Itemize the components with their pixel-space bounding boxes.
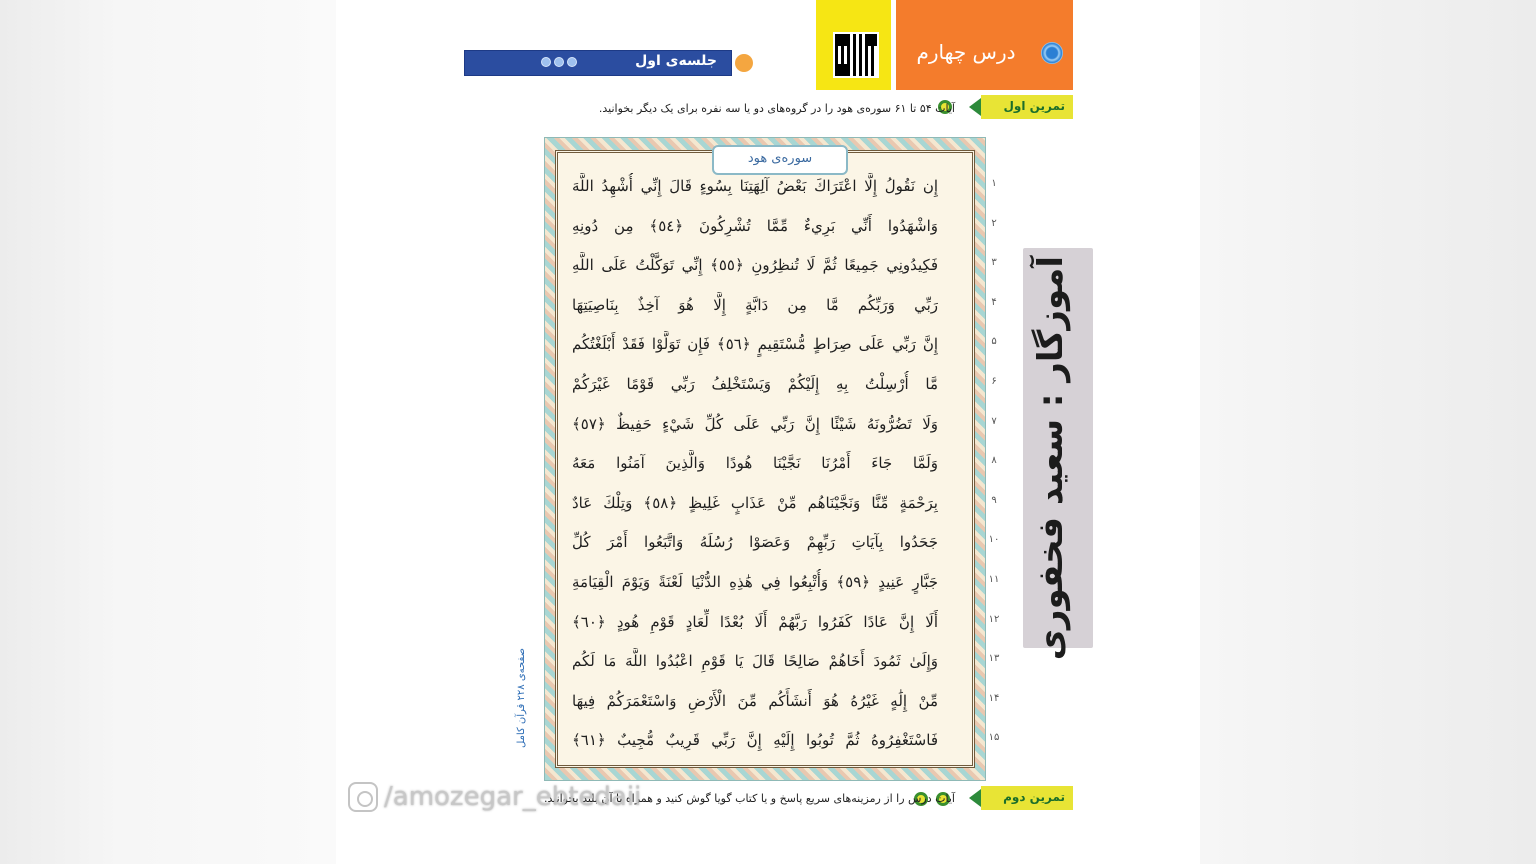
quran-line: وَلَا تَضُرُّونَهُ شَيْئًا إِنَّ رَبِّي عَلَى كُلِّ شَيْءٍ حَفِيظٌ ﴿٥٧﴾ [572,414,938,433]
session-dots [541,57,577,67]
quran-line: مَّا أُرْسِلْتُ بِهِ إِلَيْكُمْ وَيَسْتَخْلِفُ رَبِّي قَوْمًا غَيْرَكُمْ [572,375,938,393]
quran-line: وَاشْهَدُوا أَنِّي بَرِيءٌ مِّمَّا تُشْرِكُونَ ﴿٥٤﴾ مِن دُونِهِ [572,216,938,235]
watermark [348,782,641,812]
line-number: ۶ [991,376,997,387]
line-number: ۹ [991,494,997,506]
session-bar [464,50,732,76]
chevron-icon [969,789,981,807]
exercise1-label: تمرین اول [1003,99,1065,113]
quran-frame [544,137,986,781]
line-number: ۷ [991,415,997,427]
surah-title: سوره‌ی هود [712,145,848,175]
teacher-banner [1023,248,1093,661]
quran-line: وَلَمَّا جَاءَ أَمْرُنَا نَجَّيْنَا هُودًا وَالَّذِينَ آمَنُوا مَعَهُ [572,454,938,473]
quran-line: أَلَا إِنَّ عَادًا كَفَرُوا رَبَّهُمْ أَلَا بُعْدًا لِّعَادٍ قَوْمِ هُودٍ ﴿٦٠﴾ [572,612,938,631]
line-number: ۱۰ [988,534,1000,546]
page-reference-text: صفحه‌ی ۲۲۸ قرآن کامل [516,647,527,748]
page-reference [512,647,534,750]
line-number: ۱۵ [988,732,1000,744]
chevron-icon [969,98,981,116]
instagram-icon [348,782,378,812]
line-number: ۲ [991,217,997,229]
quran-line: رَبِّي وَرَبِّكُم مَّا مِن دَابَّةٍ إِلَّا هُوَ آخِذٌ بِنَاصِيَتِهَا [572,295,938,314]
line-number: ۱۴ [988,692,1000,704]
line-number: ۵ [991,336,997,348]
quran-line: فَكِيدُونِي جَمِيعًا ثُمَّ لَا تُنظِرُونِ ﴿٥٥﴾ إِنِّي تَوَكَّلْتُ عَلَى اللَّهِ [572,256,938,275]
lesson-header [896,0,1073,90]
quran-line: إِن نَقُولُ إِلَّا اعْتَرَاكَ بَعْضُ آلِهَتِنَا بِسُوءٍ قَالَ إِنِّي أُشْهِدُ اللَّهَ [572,177,938,195]
quran-line: مِّنْ إِلَٰهٍ غَيْرُهُ هُوَ أَنشَأَكُم مِّنَ الْأَرْضِ وَاسْتَعْمَرَكُمْ فِيهَا [572,691,938,710]
line-number: ۱ [991,178,997,189]
watermark-text: /amozegar_ebtedaii [384,782,642,812]
quran-line: جَبَّارٍ عَنِيدٍ ﴿٥٩﴾ وَأُتْبِعُوا فِي هَٰذِهِ الدُّنْيَا لَعْنَةً وَيَوْمَ الْقِيَامَةِ [572,573,938,591]
line-number: ۱۲ [988,613,1000,625]
session-label: جلسه‌ی اول [635,53,717,69]
exercise1-tab [981,95,1073,119]
qr-code-icon[interactable] [833,32,879,78]
quran-line: إِنَّ رَبِّي عَلَى صِرَاطٍ مُّسْتَقِيمٍ ﴿٥٦﴾ فَإِن تَوَلَّوْا فَقَدْ أَبْلَغْتُكُم [572,335,938,354]
quran-line: جَحَدُوا بِآيَاتِ رَبِّهِمْ وَعَصَوْا رُسُلَهُ وَاتَّبَعُوا أَمْرَ كُلِّ [572,533,938,552]
line-number: ۱۱ [988,574,1000,585]
line-number: ۸ [991,455,997,467]
quran-text-area [555,150,975,768]
line-number: ۱۳ [988,653,1000,665]
exercise1-instruction: آیات ۵۴ تا ۶۱ سوره‌ی هود را در گروه‌های دو یا سه نفره برای یک دیگر بخوانید. [598,102,955,115]
exercise2-label: تمرین دوم [1003,790,1065,804]
lesson-badge-icon [1041,42,1063,64]
exercise2-instruction: آیات درس را از رمزینه‌های سریع پاسخ و یا کتاب گویا گوش کنید و همراه با آن بلند بخوانید. [544,792,955,805]
session-circle-icon [735,54,753,72]
line-number: ۳ [991,257,997,269]
quran-line: بِرَحْمَةٍ مِّنَّا وَنَجَّيْنَاهُم مِّنْ عَذَابٍ غَلِيظٍ ﴿٥٨﴾ وَتِلْكَ عَادٌ [572,493,938,512]
lesson-title: درس چهارم [916,40,1016,64]
quran-line: فَاسْتَغْفِرُوهُ ثُمَّ تُوبُوا إِلَيْهِ إِنَّ رَبِّي قَرِيبٌ مُّجِيبٌ ﴿٦١﴾ [572,731,938,750]
quran-line: وَإِلَىٰ ثَمُودَ أَخَاهُمْ صَالِحًا قَالَ يَا قَوْمِ اعْبُدُوا اللَّهَ مَا لَكُم [572,652,938,671]
line-number: ۴ [991,296,997,308]
qr-panel [816,0,891,90]
exercise2-tab [981,786,1073,810]
teacher-name: آموزگار : سعید فخفوری [1031,256,1071,661]
